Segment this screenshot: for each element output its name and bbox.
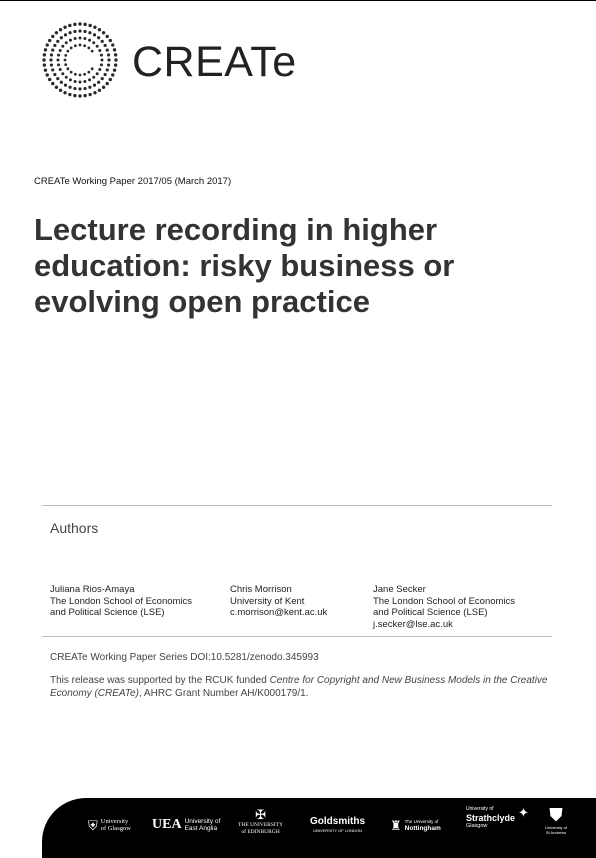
logo-dot	[93, 84, 96, 87]
logo-dot	[104, 44, 107, 47]
logo-dot	[69, 78, 72, 81]
partner-logo-strathclyde	[466, 806, 529, 830]
logo-dot	[66, 50, 69, 53]
logo-dot	[64, 84, 67, 87]
st-andrews-crest-icon: ⛊	[549, 805, 563, 825]
author-block	[373, 584, 515, 630]
author-affiliation: and Political Science (LSE)	[50, 607, 165, 618]
logo-dot	[51, 82, 54, 85]
logo-dot	[98, 89, 101, 92]
logo-dot	[68, 93, 71, 96]
logo-dot	[111, 73, 114, 76]
logo-dot	[44, 68, 47, 71]
logo-wordmark: CREATe	[132, 38, 297, 86]
logo-dot	[63, 91, 66, 94]
logo-dot	[73, 23, 76, 26]
logo-dot	[59, 28, 62, 31]
authors-heading: Authors	[50, 520, 99, 536]
doi-line: CREATe Working Paper Series DOI:10.5281/zenodo.345993	[50, 652, 319, 663]
logo-dot	[70, 46, 73, 49]
logo-dot	[88, 24, 91, 27]
nottingham-crest-icon: ♜	[390, 817, 402, 833]
logo-dot	[66, 67, 69, 70]
author-block	[50, 584, 192, 619]
funding-suffix: , AHRC Grant Number AH/K000179/1.	[138, 687, 309, 699]
logo-dot	[107, 53, 110, 56]
crest-icon: ⛨	[88, 817, 98, 833]
logo-dot	[109, 39, 112, 42]
edinburgh-crest-icon: ✠	[255, 807, 266, 822]
logo-dot	[97, 81, 100, 84]
partner-logo-edinburgh	[238, 808, 283, 836]
logo-dot	[91, 50, 94, 53]
logo-dot	[46, 73, 49, 76]
logo-dot	[83, 23, 86, 26]
logo-dot	[83, 87, 86, 90]
logo-dot	[51, 48, 54, 51]
author-email: c.morrison@kent.ac.uk	[230, 607, 328, 618]
logo-dot	[78, 87, 81, 90]
logo-dot	[83, 73, 86, 76]
logo-dot	[48, 39, 51, 42]
logo-dot	[64, 63, 67, 66]
partner-logo-goldsmiths	[310, 816, 365, 834]
logo-dot	[51, 35, 54, 38]
partner-name: University of Glasgow	[100, 818, 131, 832]
logo-dot	[56, 40, 59, 43]
title-line: evolving open practice	[34, 284, 370, 319]
logo-dot	[114, 63, 117, 66]
logo-dot	[69, 39, 72, 42]
logo-dot	[48, 78, 51, 81]
logo-dot	[57, 63, 60, 66]
logo-dot	[56, 77, 59, 80]
logo-dot	[111, 43, 114, 46]
logo-dot	[59, 68, 62, 71]
logo-dot	[102, 86, 105, 89]
logo-dot	[83, 94, 86, 97]
logo-dot	[93, 91, 96, 94]
logo-dot	[44, 48, 47, 51]
logo-dot	[87, 46, 90, 49]
author-name: Juliana Rios-Amaya	[50, 584, 135, 595]
logo-dot	[63, 26, 66, 29]
partner-name: University of St Andrews	[545, 825, 568, 835]
logo-dot	[101, 77, 104, 80]
partner-footer	[42, 798, 596, 858]
logo-dot	[50, 63, 53, 66]
logo-dot	[78, 22, 81, 25]
logo-dot	[79, 81, 82, 84]
logo-dot	[106, 35, 109, 38]
funding-prefix: This release was supported by the RCUK funded	[50, 675, 270, 686]
logo-dot	[74, 80, 77, 83]
uea-monogram-icon: UEA	[152, 817, 182, 832]
logo-dot	[65, 41, 68, 44]
logo-dot	[68, 86, 71, 89]
top-rule	[0, 0, 596, 1]
logo-dot	[79, 74, 82, 77]
partner-logo-uea	[152, 818, 220, 832]
logo-dot	[96, 72, 99, 75]
author-affiliation: The London School of Economics	[373, 595, 516, 607]
author-name: Jane Secker	[373, 584, 426, 595]
logo-dot	[88, 39, 91, 42]
logo-dot	[61, 45, 64, 48]
author-affiliation: University of Kent	[230, 595, 305, 607]
logo-dot	[88, 86, 91, 89]
logo-dot	[107, 63, 110, 66]
logo-dot	[113, 48, 116, 51]
title-line: Lecture recording in higher	[34, 212, 438, 247]
logo-dot	[64, 59, 67, 62]
author-name: Chris Morrison	[230, 584, 292, 595]
logo-dot	[98, 28, 101, 31]
logo-dot	[98, 68, 101, 71]
paper-title	[34, 212, 554, 320]
funding-statement	[50, 675, 565, 700]
author-affiliation: and Political Science (LSE)	[373, 607, 488, 618]
logo-dot	[55, 31, 58, 34]
logo-dot	[73, 94, 76, 97]
logo-dot	[55, 86, 58, 89]
logo-dot	[61, 72, 64, 75]
logo-dot	[46, 43, 49, 46]
logo-dot	[102, 31, 105, 34]
logo-dot	[93, 33, 96, 36]
logo-dot	[83, 37, 86, 40]
logo-dot	[79, 44, 82, 47]
logo-dot	[83, 80, 86, 83]
logo-dot	[79, 37, 82, 40]
logo-dot	[101, 59, 104, 62]
logo-dot	[73, 87, 76, 90]
logo-dot	[91, 67, 94, 70]
partner-name: Goldsmiths UNIVERSITY OF LONDON	[310, 816, 366, 833]
author-affiliation: The London School of Economics	[50, 595, 193, 607]
logo-dot	[101, 40, 104, 43]
partner-name: THE UNIVERSITY of EDINBURGH	[238, 822, 284, 835]
logo-dot	[70, 71, 73, 74]
logo-dot	[74, 37, 77, 40]
logo-dot	[42, 58, 45, 61]
logo-dot	[43, 63, 46, 66]
logo-dot	[74, 44, 77, 47]
logo-dot	[109, 78, 112, 81]
logo-dot	[88, 78, 91, 81]
authors-top-divider	[42, 505, 552, 506]
logo-dot	[97, 36, 100, 39]
partner-name: The University of Nottingham	[404, 819, 441, 832]
dotted-circle-logo-icon	[40, 20, 120, 100]
logo-dot	[59, 89, 62, 92]
logo-dot	[51, 68, 54, 71]
strathclyde-crest-icon: ✦	[518, 805, 529, 820]
logo-dot	[104, 73, 107, 76]
logo-dot	[74, 73, 77, 76]
logo-dot	[88, 31, 91, 34]
logo-dot	[59, 49, 62, 52]
logo-dot	[53, 44, 56, 47]
logo-dot	[64, 33, 67, 36]
logo-dot	[114, 53, 117, 56]
logo-dot	[106, 82, 109, 85]
logo-dot	[64, 54, 67, 57]
logo-dot	[92, 76, 95, 79]
working-paper-label: CREATe Working Paper 2017/05 (March 2017)	[34, 176, 232, 187]
logo-dot	[83, 44, 86, 47]
logo-dot	[65, 76, 68, 79]
author-block	[230, 584, 327, 619]
logo-dot	[98, 49, 101, 52]
logo-dot	[73, 30, 76, 33]
logo-dot	[88, 93, 91, 96]
logo-dot	[78, 29, 81, 32]
logo-dot	[60, 36, 63, 39]
logo-dot	[57, 59, 60, 62]
logo-dot	[87, 71, 90, 74]
partner-name: University of East Anglia	[184, 818, 221, 832]
logo-dot	[92, 41, 95, 44]
logo-dot	[49, 58, 52, 61]
logo-dot	[113, 68, 116, 71]
logo-dot	[106, 48, 109, 51]
logo-dot	[100, 54, 103, 57]
partner-logo-glasgow	[88, 818, 131, 832]
logo-dot	[96, 45, 99, 48]
logo-dot	[60, 81, 63, 84]
logo-dot	[83, 30, 86, 33]
logo-dot	[50, 53, 53, 56]
title-line: education: risky business or	[34, 248, 455, 283]
logo-dot	[100, 63, 103, 66]
logo-dot	[43, 53, 46, 56]
logo-dot	[107, 58, 110, 61]
logo-dot	[53, 73, 56, 76]
logo-dot	[106, 68, 109, 71]
funding-centre-name: Centre for Copyright and New Business Models in the Creative Economy (CREATe)	[50, 675, 548, 699]
authors-bottom-divider	[42, 636, 552, 637]
logo-dot	[68, 31, 71, 34]
logo-dot	[114, 58, 117, 61]
create-logo	[40, 20, 297, 100]
logo-dot	[93, 26, 96, 29]
partner-logo-st-andrews	[545, 806, 567, 835]
logo-dot	[78, 94, 81, 97]
partner-logo-nottingham	[390, 818, 441, 832]
logo-dot	[68, 24, 71, 27]
partner-name: University of Strathclyde Glasgow	[466, 806, 516, 829]
author-email: j.secker@lse.ac.uk	[373, 618, 453, 630]
logo-dot	[57, 54, 60, 57]
